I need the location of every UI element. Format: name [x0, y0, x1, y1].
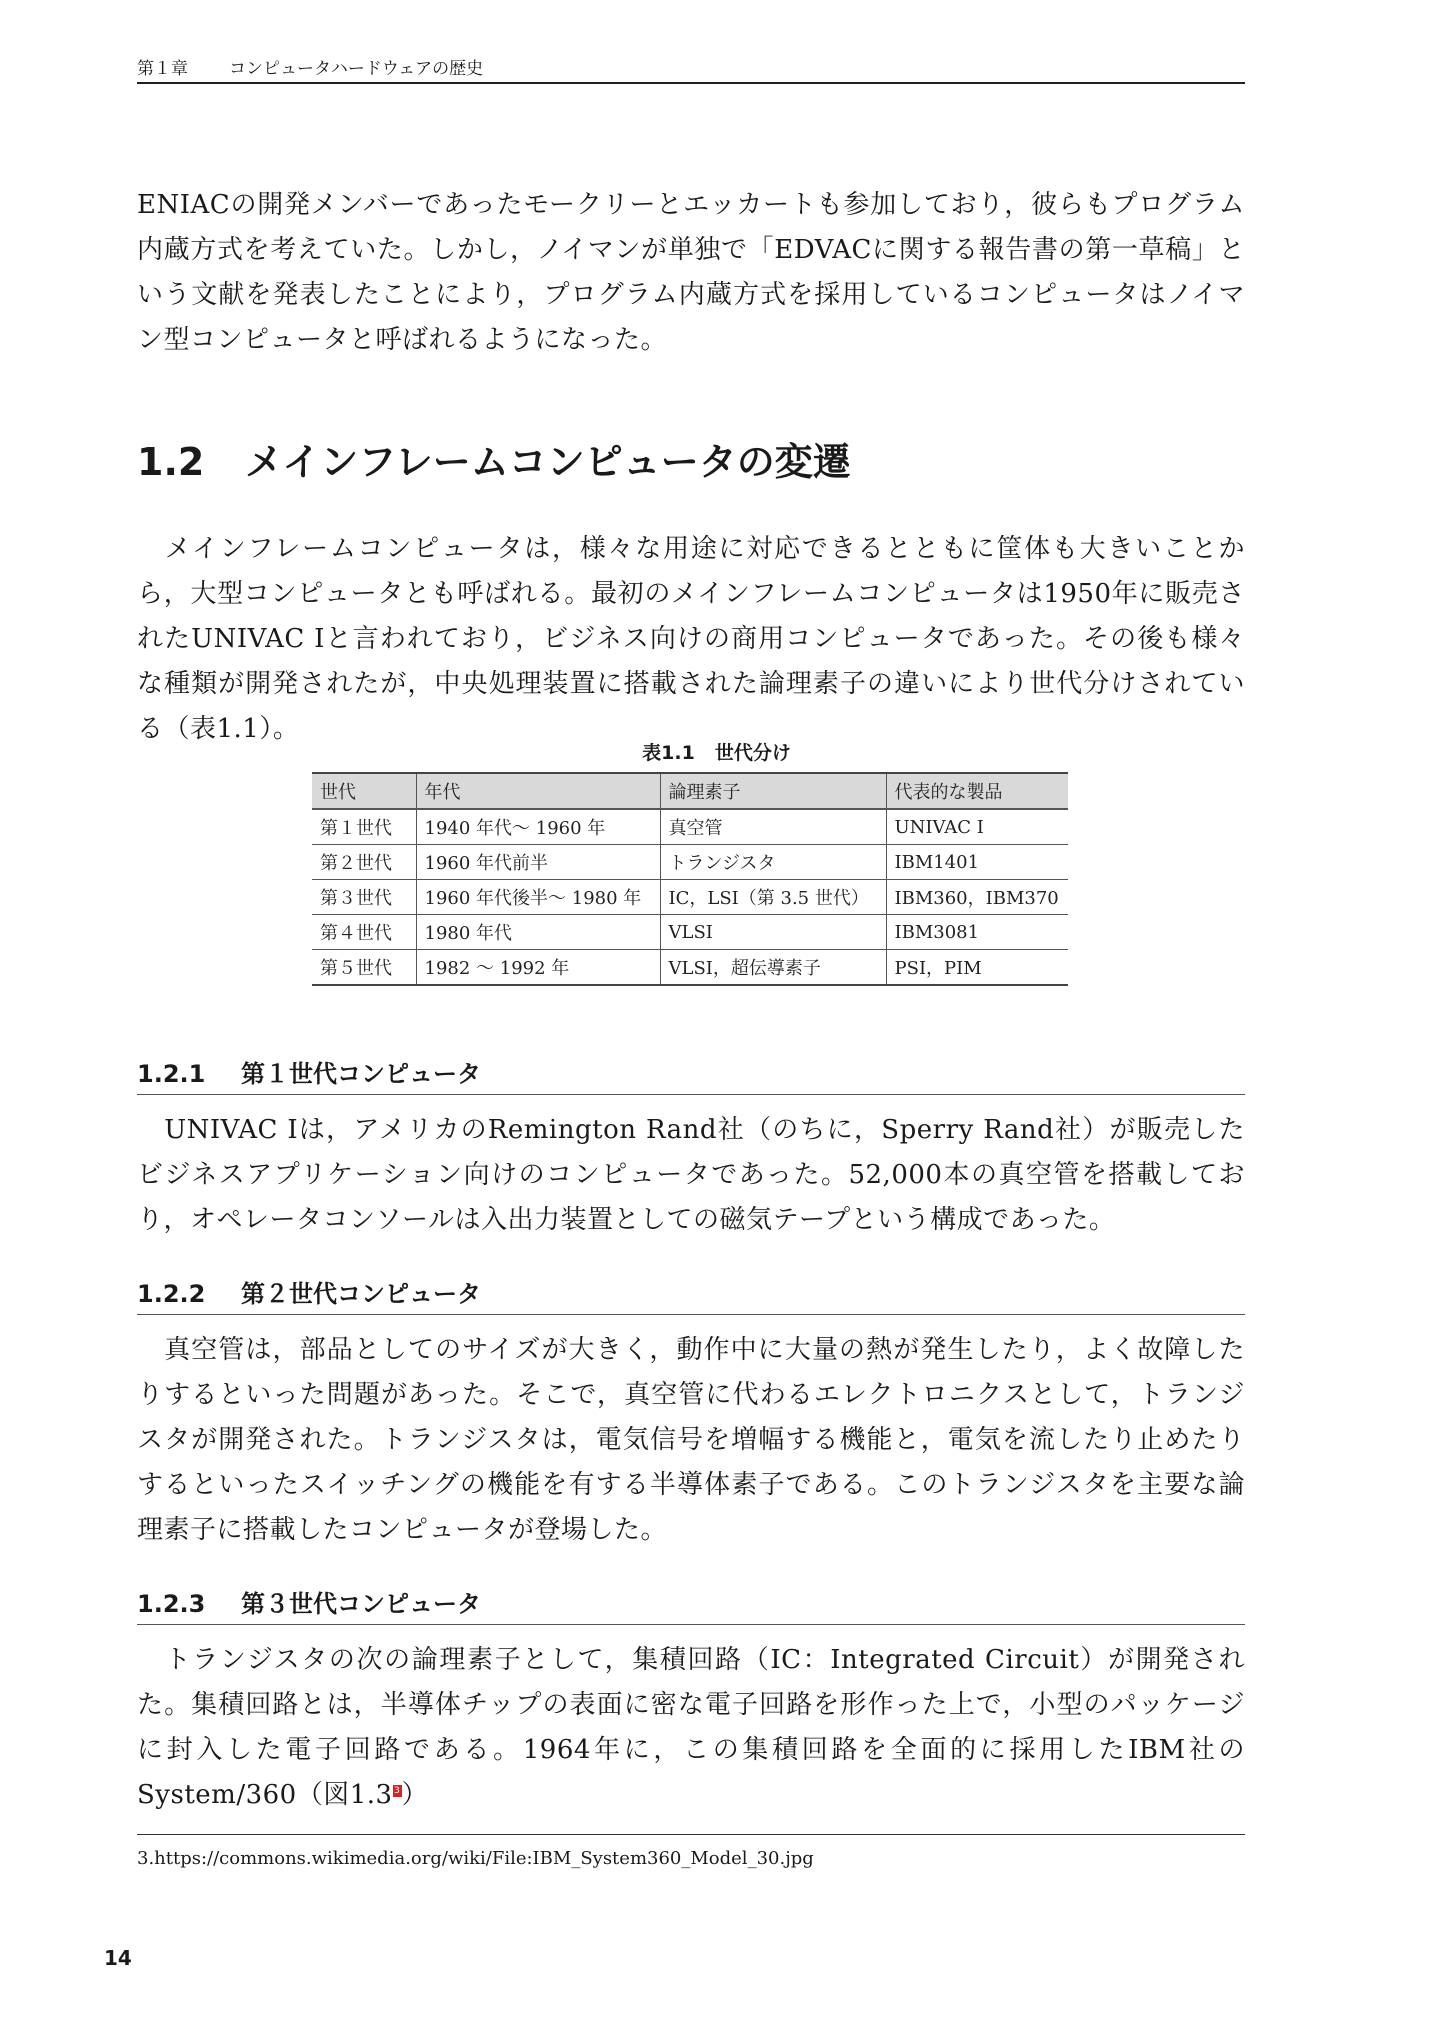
- subsection-title: 第２世代コンピュータ: [241, 1280, 481, 1308]
- table-caption-title: 世代分け: [714, 742, 791, 764]
- column-header: 世代: [312, 773, 416, 809]
- table-cell: IC，LSI（第 3.5 世代）: [660, 880, 886, 915]
- table-row: [312, 845, 1068, 880]
- subsection-number: 1.2.2: [137, 1280, 206, 1308]
- subsection-heading-1-2-3: [137, 1584, 1245, 1625]
- paragraph-text-end: ）: [401, 1780, 429, 1810]
- table-caption-number: 表1.1: [642, 742, 695, 764]
- section-heading: [137, 432, 851, 492]
- running-header: [137, 52, 1245, 84]
- table-cell: トランジスタ: [660, 845, 886, 880]
- subsection-heading-1-2-2: [137, 1274, 1245, 1315]
- table-row: [312, 809, 1068, 845]
- table-cell: 第５世代: [320, 958, 392, 979]
- intro-paragraph: ENIACの開発メンバーであったモークリーとエッカートも参加しており，彼らもプログラム内蔵方式を考えていた。しかし，ノイマンが単独で「EDVACに関する報告書の第一草稿」という文献を発表したことにより，プログラム内蔵方式を採用しているコンピュータはノイマン型コンピュータと呼ばれるようになった。: [137, 190, 1245, 355]
- paragraph-text: トランジスタの次の論理素子として，集積回路（IC：Integrated Circuit）が開発された。集積回路とは，半導体チップの表面に密な電子回路を形作った上で，小型のパッケージに封入した電子回路である。1964年に，この集積回路を全面的に採用したIBM社のSystem/360（図1.3: [137, 1645, 1245, 1810]
- table-cell: 1940 年代～ 1960 年: [416, 809, 660, 845]
- table-cell: IBM1401: [886, 845, 1068, 880]
- subsection-heading-1-2-1: [137, 1054, 1245, 1095]
- footnote: 3.https://commons.wikimedia.org/wiki/File:IBM_System360_Model_30.jpg: [137, 1848, 814, 1869]
- subsection-number: 1.2.1: [137, 1060, 206, 1088]
- table-cell: UNIVAC Ⅰ: [886, 809, 1068, 845]
- section-title: メインフレームコンピュータの変遷: [245, 440, 851, 484]
- table-cell: 1980 年代: [416, 915, 660, 950]
- table-cell: 1960 年代前半: [416, 845, 660, 880]
- section-paragraph: メインフレームコンピュータは，様々な用途に対応できるとともに筐体も大きいことから，大型コンピュータとも呼ばれる。最初のメインフレームコンピュータは1950年に販売されたUNIVAC Ⅰと言われており，ビジネス向けの商用コンピュータであった。その後も様々な種類が開発されたが，中央処理装置に搭載された論理素子の違いにより世代分けされている（表1.1）。: [137, 534, 1245, 744]
- table-header-row: [312, 773, 1068, 809]
- footnote-divider: [137, 1834, 1245, 1835]
- column-header: 代表的な製品: [886, 773, 1068, 809]
- table-cell: 第２世代: [312, 845, 416, 880]
- table-cell: IBM3081: [886, 915, 1068, 950]
- table-cell: 第１世代: [312, 809, 416, 845]
- chapter-label: 第１章: [137, 59, 188, 79]
- table-row: [312, 950, 1068, 986]
- footnote-reference-marker[interactable]: 3: [393, 1786, 401, 1797]
- table-cell: PSI，PIM: [886, 950, 1068, 986]
- subsection-paragraph-1-2-1: UNIVAC Ⅰは，アメリカのRemington Rand社（のちに，Sperry Rand社）が販売したビジネスアプリケーション向けのコンピュータであった。52,000本の真空管を搭載しており，オペレータコンソールは入出力装置としての磁気テープという構成であった。: [137, 1115, 1245, 1235]
- subsection-paragraph-1-2-3: [137, 1638, 1245, 1818]
- table-cell: 第４世代: [312, 915, 416, 950]
- column-header: 年代: [416, 773, 660, 809]
- table-cell: VLSI: [660, 915, 886, 950]
- table-cell: IBM360，IBM370: [886, 880, 1068, 915]
- subsection-paragraph-1-2-2: 真空管は，部品としてのサイズが大きく，動作中に大量の熱が発生したり，よく故障したりするといった問題があった。そこで，真空管に代わるエレクトロニクスとして，トランジスタが開発された。トランジスタは，電気信号を増幅する機能と，電気を流したり止めたりするといったスイッチングの機能を有する半導体素子である。このトランジスタを主要な論理素子に搭載したコンピュータが登場した。: [137, 1335, 1245, 1545]
- subsection-number: 1.2.3: [137, 1590, 206, 1618]
- table-cell: 1960 年代後半～ 1980 年: [416, 880, 660, 915]
- subsection-title: 第１世代コンピュータ: [241, 1060, 481, 1088]
- column-header: 論理素子: [660, 773, 886, 809]
- generations-table: [312, 772, 1068, 986]
- table-row: [312, 915, 1068, 950]
- section-number: 1.2: [137, 440, 205, 484]
- subsection-title: 第３世代コンピュータ: [241, 1590, 481, 1618]
- table-caption: [0, 738, 1433, 765]
- chapter-title: コンピュータハードウェアの歴史: [229, 59, 484, 79]
- table-cell: VLSI，超伝導素子: [660, 950, 886, 986]
- table-cell: 真空管: [660, 809, 886, 845]
- table-cell: 第３世代: [312, 880, 416, 915]
- page-number: 14: [104, 1946, 132, 1970]
- table-row: [312, 880, 1068, 915]
- table-cell: 1982 ～ 1992 年: [416, 950, 660, 986]
